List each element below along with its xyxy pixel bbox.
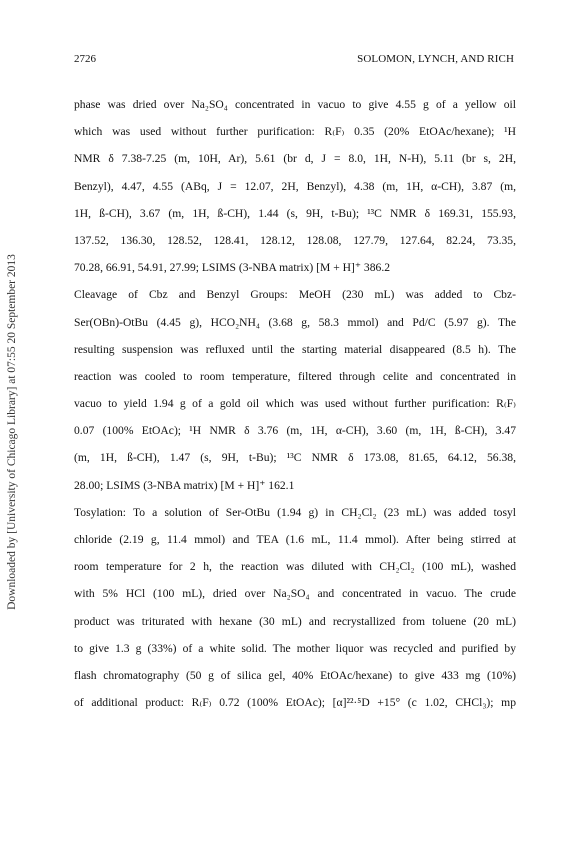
text-line: vacuo to yield 1.94 g of a gold oil which was used without further purification: R₍F₎ [74,397,516,411]
text-line: room temperature for 2 h, the reaction was diluted with CH₂Cl₂ (100 mL), washed [74,560,516,574]
body-text [74,91,516,716]
text-line: 28.00; LSIMS (3-NBA matrix) [M + H]⁺ 162.1 [74,478,295,492]
text-line: (m, 1H, ß-CH), 1.47 (s, 9H, t-Bu); ¹³C NMR δ 173.08, 81.65, 64.12, 56.38, [74,451,516,465]
text-line: Ser(OBn)-OtBu (4.45 g), HCO₂NH₄ (3.68 g, 58.3 mmol) and Pd/C (5.97 g). The [74,315,516,329]
text-line: Benzyl), 4.47, 4.55 (ABq, J = 12.07, 2H, Benzyl), 4.38 (m, 1H, α-CH), 3.87 (m, [74,179,516,193]
download-notice: Downloaded by [University of Chicago Library] at 07:55 20 September 2013 [6,254,18,610]
page-header [74,53,514,69]
running-head: SOLOMON, LYNCH, AND RICH [357,53,514,65]
text-line: resulting suspension was refluxed until the starting material disappeared (8.5 h). The [74,342,516,356]
text-line: NMR δ 7.38-7.25 (m, 10H, Ar), 5.61 (br d, J = 8.0, 1H, N-H), 5.11 (br s, 2H, [74,152,516,166]
text-line: phase was dried over Na₂SO₄ concentrated in vacuo to give 4.55 g of a yellow oil [74,98,516,111]
text-line: 137.52, 136.30, 128.52, 128.41, 128.12, 128.08, 127.79, 127.64, 82.24, 73.35, [74,233,516,247]
text-line: 0.07 (100% EtOAc); ¹H NMR δ 3.76 (m, 1H, α-CH), 3.60 (m, 1H, ß-CH), 3.47 [74,424,516,438]
page-number: 2726 [74,53,96,65]
text-line: Tosylation: To a solution of Ser-OtBu (1.94 g) in CH₂Cl₂ (23 mL) was added tosyl [74,505,516,519]
text-line: of additional product: R₍F₎ 0.72 (100% EtOAc); [α]²²·⁵D +15° (c 1.02, CHCl₃); mp [74,696,516,710]
text-line: which was used without further purification: R₍F₎ 0.35 (20% EtOAc/hexane); ¹H [74,125,516,139]
text-line: product was triturated with hexane (30 mL) and recrystallized from toluene (20 mL) [74,614,516,628]
text-line: with 5% HCl (100 mL), dried over Na₂SO₄ and concentrated in vacuo. The crude [74,587,516,601]
text-line: chloride (2.19 g, 11.4 mmol) and TEA (1.6 mL, 11.4 mmol). After being stirred at [74,533,516,546]
text-line: 70.28, 66.91, 54.91, 27.99; LSIMS (3-NBA matrix) [M + H]⁺ 386.2 [74,261,391,275]
text-line: flash chromatography (50 g of silica gel, 40% EtOAc/hexane) to give 433 mg (10%) [74,668,516,682]
text-line: 1H, ß-CH), 3.67 (m, 1H, ß-CH), 1.44 (s, 9H, t-Bu); ¹³C NMR δ 169.31, 155.93, [74,206,516,220]
download-watermark [0,0,24,864]
text-line: Cleavage of Cbz and Benzyl Groups: MeOH (230 mL) was added to Cbz- [74,288,516,302]
text-line: reaction was cooled to room temperature, filtered through celite and concentrated in [74,369,516,383]
text-line: to give 1.3 g (33%) of a white solid. The mother liquor was recycled and purified by [74,641,516,655]
